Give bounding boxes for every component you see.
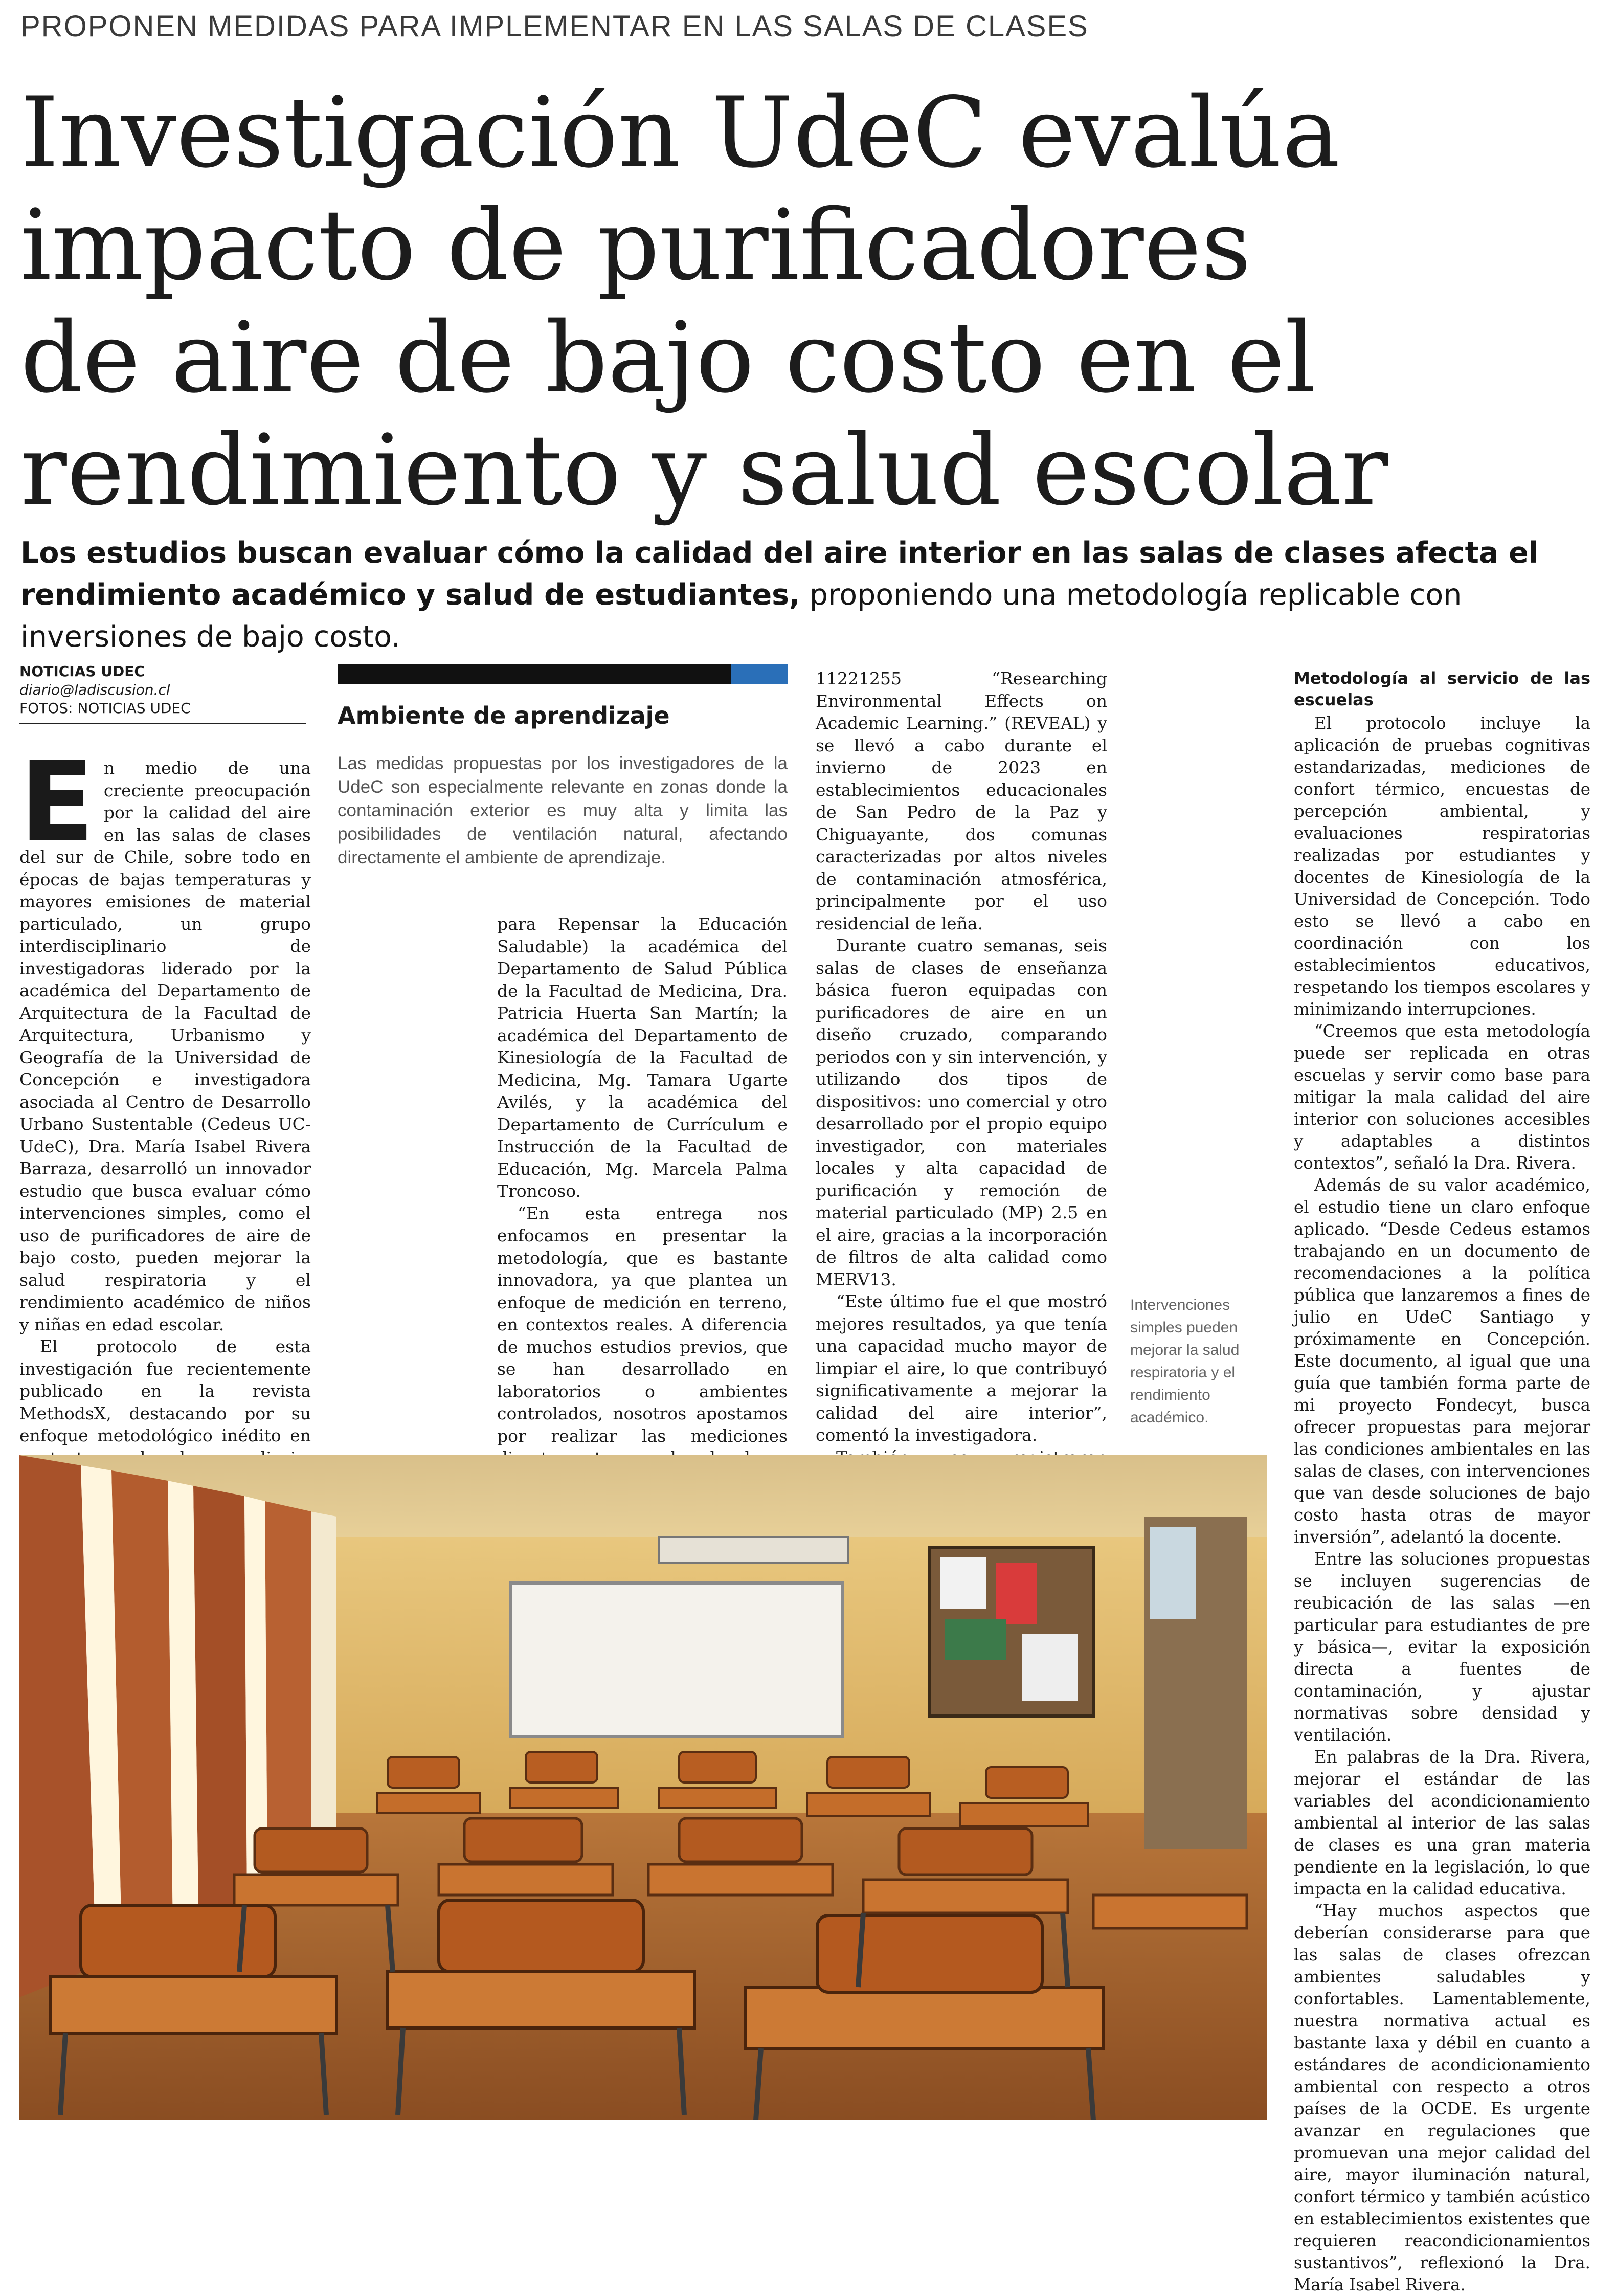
photo-caption: Intervenciones simples pueden mejorar la salud respiratoria y el rendimiento académico. bbox=[1130, 1297, 1240, 1426]
paragraph: Además de su valor académico, el estudio tiene un claro enfoque aplicado. “Desde Cedeus estamos trabajando en un documento de recomendaciones a la política pública que lanzaremos a fines de julio en UdeC Santiago y próximamente en Concepción. Este documento, al igual que una guía que también forma parte de mi proyecto Fondecyt, busca ofrecer propuestas para mejorar las condiciones ambientales en las salas de clases, con intervenciones que van desde soluciones de bajo costo hasta otras de mayor inversión”, adelantó la docente. bbox=[1294, 1175, 1590, 1547]
box-rule-accent bbox=[731, 664, 788, 684]
drop-cap: E bbox=[19, 738, 95, 866]
article-column-4 bbox=[1294, 667, 1590, 2296]
paragraph: “Hay muchos aspectos que deberían considerarse para que las salas de clases ofrezcan ambientes saludables y confortables. Lamentablemente, nuestra normativa actual es bastante laxa y débil en cuanto a estándares de acondicionamiento ambiental con respecto a otros países de la OCDE. Es urgente avanzar en regulaciones que promuevan una mejor calidad del aire, mayor iluminación natural, confort térmico y también acústico en establecimientos existentes que requieren reacondicionamientos sustantivos”, reflexionó la Dra. María Isabel Rivera. bbox=[1294, 1901, 1590, 2294]
paragraph: El protocolo de esta investigación fue recientemente publicado en la revista MethodsX, destacando por su enfoque metodológico inédito en bbox=[19, 1336, 311, 1445]
paragraph: “En esta entrega nos enfocamos en presentar la metodología, que es bastante innovadora, ya que plantea un enfoque de medición en terreno, en contextos reales. A diferencia de muchos estudios previos, que se han desarrollado en laboratorios o ambientes controlados, nosotros apostamos por realizar las mediciones bbox=[497, 1203, 788, 1446]
byline bbox=[19, 662, 306, 724]
headline-line: impacto de purificadores bbox=[20, 189, 1251, 302]
paragraph-text: n medio de una creciente preocupación por la calidad del aire en las salas de clases del sur de Chile, sobre todo en épocas de bajas temperaturas y mayores emisiones de material particulado, un grupo interdisciplinario de investigadoras liderado por la académica del Departamento de Arquitectura de la Facultad de Arquitectura, Urbanismo y Geografía de la Universidad de Concepción e investigadora asociada al Centro de Desarrollo Urbano Sustentable (Cedeus UC-UdeC), Dra. María Isabel Rivera Barraza, desarrolló un innovador estudio que busca evaluar cómo intervenciones simples, como el uso de purificadores de aire de bajo costo, pueden mejorar la salud respiratoria y el rendimiento académico de niños y niñas en edad escolar. bbox=[19, 758, 311, 1334]
paragraph: En palabras de la Dra. Rivera, mejorar el estándar de las variables del acondicionamiento ambiental al interior de las salas de clases es una gran materia pendiente en la legislación, lo que impacta en la calidad educativa. bbox=[1294, 1747, 1590, 1899]
classroom-photo bbox=[19, 1455, 1267, 2120]
box-rule bbox=[338, 664, 788, 684]
paragraph: 11221255 “Researching Environmental Effects on Academic Learning.” (REVEAL) y se llevó a cabo durante el invierno de 2023 en establecimientos educacionales de San Pedro de la Paz y Chiguayante, dos comunas caracterizadas por altos niveles de contaminación atmosférica, principalmente por el uso residencial de leña. bbox=[816, 668, 1107, 933]
kicker: PROPONEN MEDIDAS PARA IMPLEMENTAR EN LAS SALAS DE CLASES bbox=[20, 10, 1089, 43]
paragraph: “Este último fue el que mostró mejores resultados, ya que tenía una capacidad mucho mayor de limpiar el aire, lo que contribuyó significativamente a mejorar la calidad del aire interior”, comentó la investigadora. bbox=[816, 1291, 1107, 1445]
paragraph bbox=[19, 738, 311, 1335]
paragraph: El protocolo incluye la aplicación de pruebas cognitivas estandarizadas, mediciones de confort térmico, encuestas de percepción ambiental, y evaluaciones respiratorias realizadas por estudiantes y docentes de Kinesiología de la Universidad de Concepción. Todo esto se llevó a cabo en coordinación con los establecimientos educativos, respetando los tiempos escolares y minimizando interrupciones. bbox=[1294, 714, 1590, 1019]
deck-bold: Los estudios buscan evaluar cómo la calidad del aire interior en las salas de clases afecta el rendimiento académico y salud de estudiantes, bbox=[20, 536, 1539, 612]
article-column-3 bbox=[816, 667, 1107, 1580]
headline-line: de aire de bajo costo en el bbox=[20, 301, 1316, 414]
byline-org: NOTICIAS UDEC bbox=[19, 663, 145, 680]
paragraph: para Repensar la Educación Saludable) la académica del Departamento de Salud Pública de la Facultad de Medicina, Dra. Patricia Huerta San Martín; la académica del Departamento de Kinesiología de la Facultad de Medicina, Mg. Tamara Ugarte Avilés, y la académica del Departamento de Currículum e Instrucción de la Facultad de Educación, Mg. Marcela Palma Troncoso. bbox=[497, 914, 788, 1201]
box-text: Las medidas propuestas por los investigadores de la UdeC son especialmente relevante en zonas donde la contaminación exterior es muy alta y limita las posibilidades de ventilación natural, afectando directamente el ambiente de aprendizaje. bbox=[338, 753, 788, 867]
deck-regular: proponiendo una metodología replicable con inversiones de bajo costo. bbox=[20, 578, 1462, 654]
subhead: Metodología al servicio de las escuelas bbox=[1294, 668, 1590, 709]
byline-photos: FOTOS: NOTICIAS UDEC bbox=[19, 700, 191, 717]
paragraph: Durante cuatro semanas, seis salas de clases de enseñanza básica fueron equipadas con purificadores de aire en un diseño cruzado, comparando periodos con y sin intervención, y utilizando dos tipos de dispositivos: uno comercial y otro desarrollado por el propio equipo investigador, con materiales locales y alta capacidad de purificación y remoción de material particulado (MP) 2.5 en el aire, gracias a la incorporación de filtros de alta calidad como MERV13. bbox=[816, 935, 1107, 1289]
deck bbox=[20, 532, 1585, 658]
box-title: Ambiente de aprendizaje bbox=[338, 702, 670, 729]
article-column-1 bbox=[19, 738, 311, 1558]
paragraph: Entre las soluciones propuestas se incluyen sugerencias de reubicación de las salas —en particular para estudiantes de pre y básica—, evitar la exposición directa a fuentes de contaminación, y ajustar normativas sobre densidad y ventilación. bbox=[1294, 1549, 1590, 1745]
paragraph: “Creemos que esta metodología puede ser replicada en otras escuelas y servir como base para mitigar la mala calidad del aire interior con soluciones accesibles y adaptables a distintos contextos”, señaló la Dra. Rivera. bbox=[1294, 1021, 1590, 1173]
headline-line: Investigación UdeC evalúa bbox=[20, 76, 1340, 189]
byline-email: diario@ladiscusion.cl bbox=[19, 681, 170, 698]
headline bbox=[20, 77, 1452, 527]
headline-line: rendimiento y salud escolar bbox=[20, 414, 1388, 527]
classroom-illustration bbox=[19, 1455, 1267, 2120]
